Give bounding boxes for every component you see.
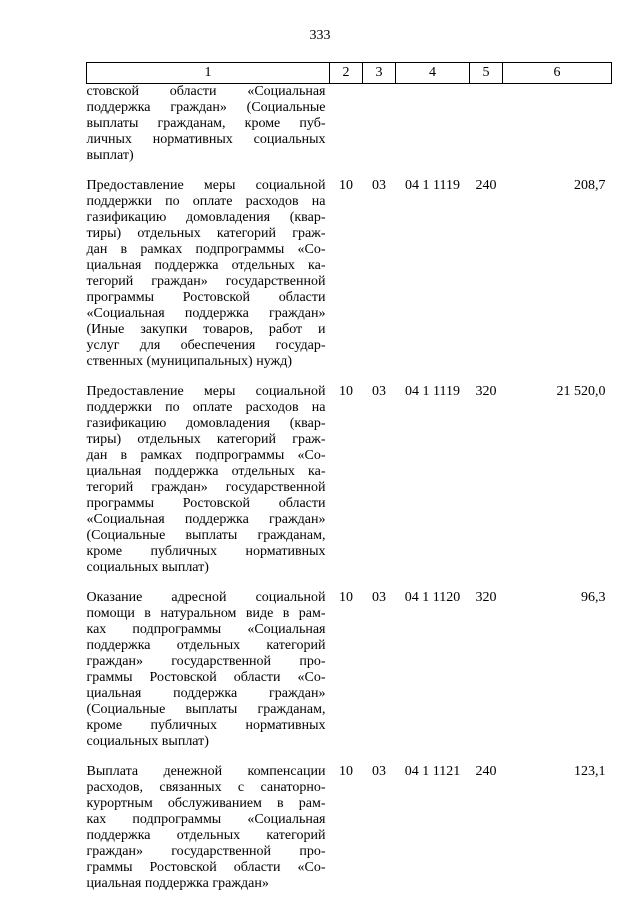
subsection-code: 03 [372, 764, 386, 779]
description-line: тегорий граждан» государственной [86, 274, 326, 289]
expense-type-code [470, 84, 503, 165]
expense-type-code: 240 [475, 178, 497, 193]
header-col-6: 6 [503, 63, 612, 84]
description-line: программы Ростовской области [86, 496, 326, 511]
row-description [87, 384, 330, 576]
table-row [87, 590, 612, 750]
header-col-4: 4 [396, 63, 470, 84]
row-description [87, 84, 330, 165]
description-line: граммы Ростовской области «Со- [86, 860, 326, 875]
header-col-2: 2 [330, 63, 363, 84]
spacer-cell [87, 370, 330, 384]
section-code: 10 [339, 590, 353, 605]
spacer-cell [363, 370, 396, 384]
subsection-code: 03 [372, 590, 386, 605]
row-description [87, 178, 330, 370]
spacer-cell [470, 370, 503, 384]
description-line: поддержки по оплате расходов на [86, 194, 326, 209]
section-code: 10 [339, 178, 353, 193]
expense-type-code: 240 [475, 764, 497, 779]
amount-value: 208,7 [574, 178, 606, 193]
amount-value: 96,3 [581, 590, 606, 605]
description-line: тегорий граждан» государственной [86, 480, 326, 495]
subsection-code: 03 [372, 384, 386, 399]
spacer-cell [396, 370, 470, 384]
description-line: циальная поддержка граждан» [86, 686, 326, 701]
description-line: тиры) отдельных категорий граж- [86, 226, 326, 241]
spacer-cell [330, 576, 363, 590]
description-line: социальных выплат) [86, 734, 209, 749]
spacer-cell [87, 576, 330, 590]
description-line: «Социальная поддержка граждан» [86, 512, 326, 527]
description-line: газификацию домовладения (квар- [86, 416, 326, 431]
spacer-cell [470, 164, 503, 178]
section-code [330, 84, 363, 165]
spacer-cell [503, 370, 612, 384]
table-header [87, 63, 612, 84]
spacer-cell [87, 750, 330, 764]
spacer-cell [87, 164, 330, 178]
description-line: социальных выплат) [86, 560, 209, 575]
amount-value: 123,1 [574, 764, 606, 779]
description-line: граждан» государственной про- [86, 654, 326, 669]
table-row [87, 84, 612, 165]
spacer-cell [363, 164, 396, 178]
spacer-cell [470, 750, 503, 764]
section-code: 10 [339, 764, 353, 779]
description-line: циальная поддержка граждан» [86, 876, 269, 891]
description-line: выплат) [86, 148, 134, 163]
header-col-1: 1 [87, 63, 330, 84]
description-line: (Социальные выплаты гражданам, [86, 702, 326, 717]
description-line: ках подпрограммы «Социальная [86, 622, 326, 637]
spacer-cell [363, 750, 396, 764]
description-line: граждан» государственной про- [86, 844, 326, 859]
description-line: помощи в натуральном виде в рам- [86, 606, 326, 621]
budget-table [86, 62, 612, 892]
amount-value [503, 84, 612, 165]
description-line: выплаты гражданам, кроме пуб- [86, 116, 326, 131]
description-line: циальная поддержка отдельных ка- [86, 258, 326, 273]
description-line: дан в рамках подпрограммы «Со- [86, 448, 326, 463]
description-line: кроме публичных нормативных [86, 718, 326, 733]
table-row [87, 384, 612, 576]
section-code: 10 [339, 384, 353, 399]
header-col-5: 5 [470, 63, 503, 84]
spacer-cell [503, 576, 612, 590]
description-line: поддержка отдельных категорий [86, 828, 326, 843]
spacer-cell [396, 164, 470, 178]
row-spacer [87, 164, 612, 178]
description-line: услуг для обеспечения государ- [86, 338, 326, 353]
description-line: «Социальная поддержка граждан» [86, 306, 326, 321]
description-line: стовской области «Социальная [86, 84, 326, 99]
row-spacer [87, 576, 612, 590]
row-spacer [87, 750, 612, 764]
description-line: поддержка граждан» (Социальные [86, 100, 326, 115]
description-line: поддержки по оплате расходов на [86, 400, 326, 415]
description-line: газификацию домовладения (квар- [86, 210, 326, 225]
table-row [87, 764, 612, 892]
target-article-code [396, 84, 470, 165]
subsection-code [363, 84, 396, 165]
description-line: расходов, связанных с санаторно- [86, 780, 326, 795]
expense-type-code: 320 [475, 590, 497, 605]
description-line: дан в рамках подпрограммы «Со- [86, 242, 326, 257]
description-line: (Социальные выплаты гражданам, [86, 528, 326, 543]
target-article-code: 04 1 1119 [405, 178, 460, 193]
description-line: Выплата денежной компенсации [86, 764, 326, 779]
table-body [87, 84, 612, 893]
description-line: ках подпрограммы «Социальная [86, 812, 326, 827]
page-number: 333 [309, 28, 331, 43]
description-line: ственных (муниципальных) нужд) [86, 354, 292, 369]
amount-value: 21 520,0 [556, 384, 606, 399]
spacer-cell [363, 576, 396, 590]
subsection-code: 03 [372, 178, 386, 193]
header-col-3: 3 [363, 63, 396, 84]
row-description [87, 764, 330, 892]
spacer-cell [396, 576, 470, 590]
description-line: Предоставление меры социальной [86, 384, 326, 399]
row-spacer [87, 370, 612, 384]
target-article-code: 04 1 1121 [404, 764, 461, 779]
spacer-cell [330, 750, 363, 764]
description-line: Предоставление меры социальной [86, 178, 326, 193]
description-line: кроме публичных нормативных [86, 544, 326, 559]
description-line: поддержка отдельных категорий [86, 638, 326, 653]
row-description [87, 590, 330, 750]
description-line: граммы Ростовской области «Со- [86, 670, 326, 685]
spacer-cell [396, 750, 470, 764]
spacer-cell [330, 164, 363, 178]
description-line: программы Ростовской области [86, 290, 326, 305]
description-line: курортным обслуживанием в рам- [86, 796, 326, 811]
target-article-code: 04 1 1120 [404, 590, 461, 605]
spacer-cell [330, 370, 363, 384]
target-article-code: 04 1 1119 [405, 384, 460, 399]
description-line: циальная поддержка отдельных ка- [86, 464, 326, 479]
description-line: Оказание адресной социальной [86, 590, 326, 605]
spacer-cell [470, 576, 503, 590]
spacer-cell [503, 750, 612, 764]
expense-type-code: 320 [475, 384, 497, 399]
description-line: (Иные закупки товаров, работ и [86, 322, 326, 337]
table-row [87, 178, 612, 370]
description-line: личных нормативных социальных [86, 132, 326, 147]
spacer-cell [503, 164, 612, 178]
description-line: тиры) отдельных категорий граж- [86, 432, 326, 447]
